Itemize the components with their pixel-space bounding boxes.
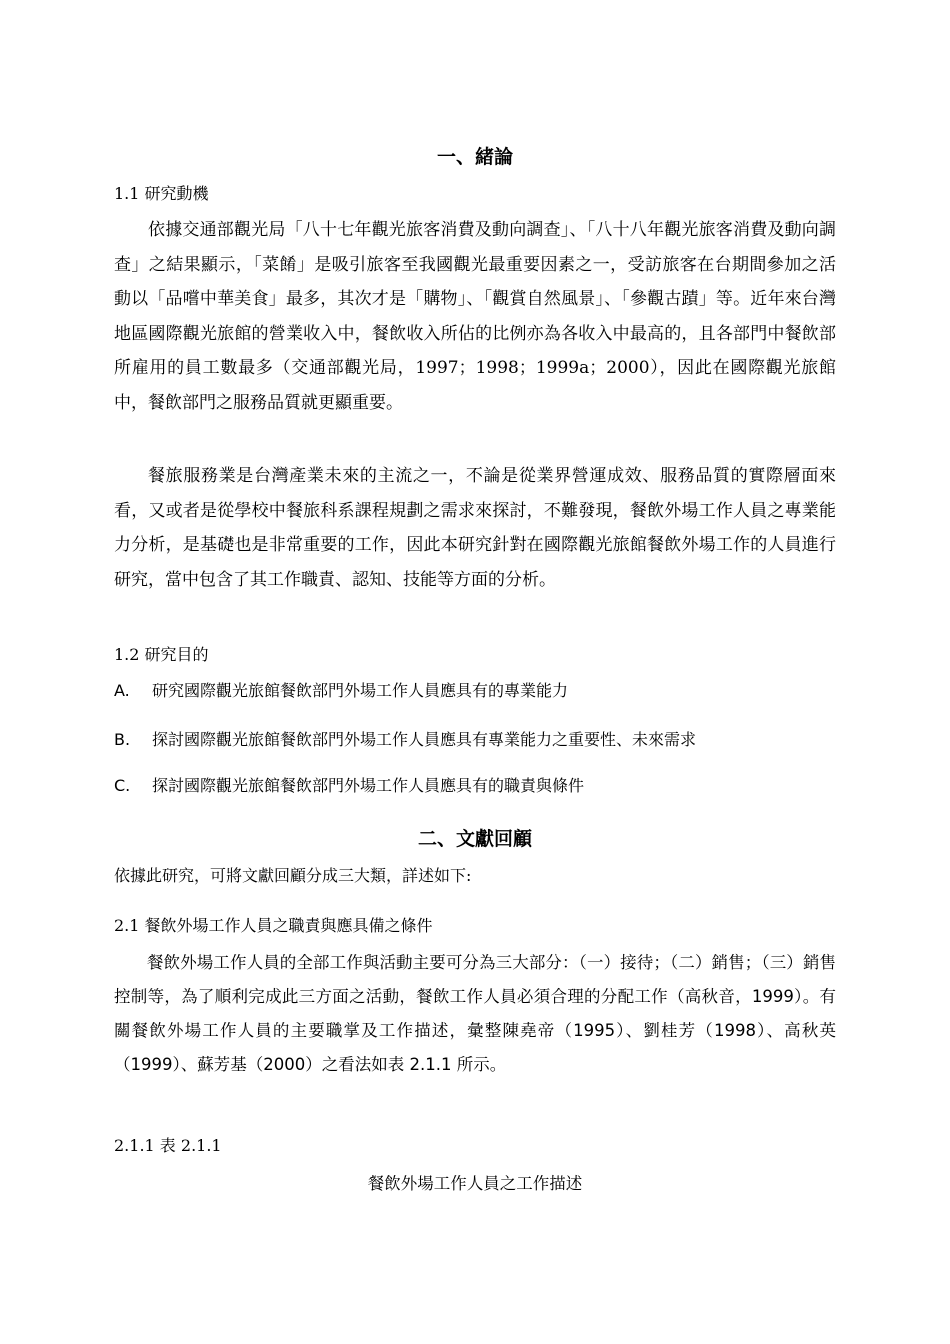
table-reference: 2.1.1 表 2.1.1 [114, 1136, 222, 1155]
section-2-1-heading-number: 2.1 餐飲外場 [114, 916, 209, 935]
objective-marker: B. [114, 730, 131, 749]
objective-item [114, 775, 874, 797]
objective-item [114, 729, 874, 751]
table-caption: 餐飲外場工作人員之工作描述 [367, 1174, 583, 1193]
section-1-2-heading: 1.2 研究目的 [114, 645, 209, 664]
objective-item [114, 680, 874, 702]
section-1-1-paragraph-2: 餐旅服務業是台灣產業未來的主流之一，不論是從業界營運成效、服務品質的實際層面來看，又或者是從學校中餐旅科系課程規劃之需求來探討，不難發現，餐飲外場工作人員之專業能力分析，是基礎也是非常重要的工作，因此本研究針對在國際觀光旅館餐飲外場工作的人員進行研究，當中包含了其工作職責、認知、技能等方面的分析。 [114, 466, 836, 590]
section-2-1-heading [114, 916, 836, 937]
objective-text: 研究國際觀光旅館餐飲部門外場工作人員應具有的專業能力 [152, 681, 569, 700]
section-1-1-heading: 1.1 研究動機 [114, 184, 209, 203]
chapter-2-title: 二、文獻回顧 [417, 828, 532, 850]
section-2-1-paragraph-1: 餐飲外場工作人員的全部工作與活動主要可分為三大部分：（一）接待；（二）銷售；（三）銷售控制等，為了順利完成此三方面之活動，餐飲工作人員必須合理的分配工作（高秋音，1999）。有關餐飲外場工作人員的主要職掌及工作描述，彙整陳堯帝（1995）、劉桂芳（1998）、高秋英（1999）、蘇芳基（2000）之看法如表 2.1.1 所示。 [114, 953, 836, 1074]
objective-marker: A. [114, 681, 130, 700]
chapter-1-title: 一、緒論 [436, 146, 513, 168]
chapter-2-intro: 依據此研究，可將文獻回顧分成三大類，詳述如下: [114, 866, 472, 885]
objective-text: 探討國際觀光旅館餐飲部門外場工作人員應具有的職責與條件 [152, 776, 585, 795]
objective-marker: C. [114, 776, 131, 795]
objective-text: 探討國際觀光旅館餐飲部門外場工作人員應具有專業能力之重要性、未來需求 [152, 730, 697, 749]
section-2-1-heading-text: 工作人員之職責與應具備之條件 [208, 916, 433, 935]
section-1-1-paragraph-1: 依據交通部觀光局「八十七年觀光旅客消費及動向調查」、「八十八年觀光旅客消費及動向調查」之結果顯示，「菜餚」是吸引旅客至我國觀光最重要因素之一，受訪旅客在台期間參加之活動以「品嚐中華美食」最多，其次才是「購物」、「觀賞自然風景」、「參觀古蹟」等。近年來台灣地區國際觀光旅館的營業收入中，餐飲收入所佔的比例亦為各收入中最高的，且各部門中餐飲部所雇用的員工數最多（交通部觀光局，1997；1998；1999a；2000），因此在國際觀光旅館中，餐飲部門之服務品質就更顯重要。 [114, 220, 836, 413]
